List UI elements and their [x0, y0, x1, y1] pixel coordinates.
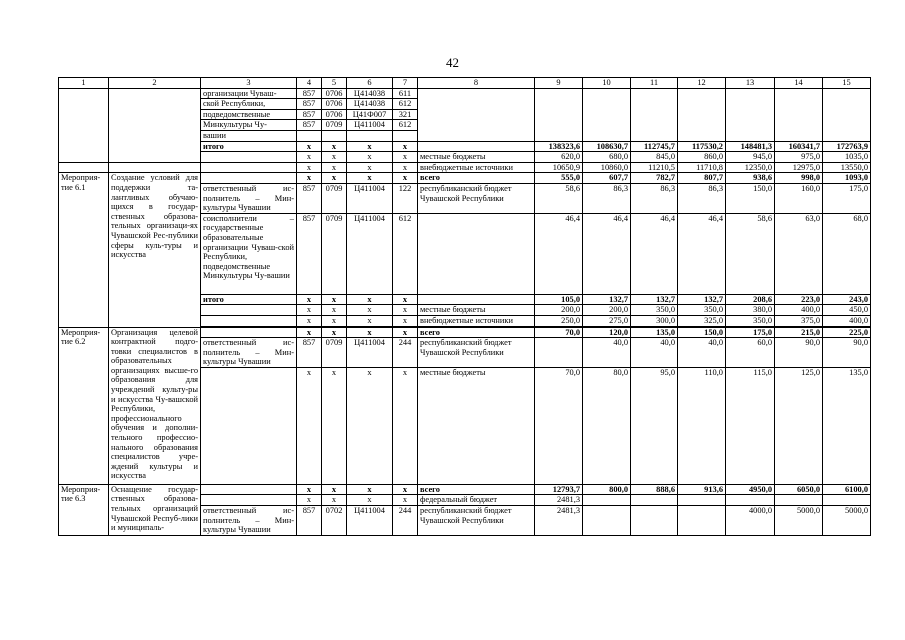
vr-code: 244	[393, 338, 418, 368]
value-cell: 86,3	[678, 183, 726, 213]
value-cell: 4950,0	[726, 484, 775, 495]
executor-cell: организации Чуваш-	[201, 88, 297, 99]
value-cell: 888,6	[631, 484, 678, 495]
value-cell: 115,0	[726, 367, 775, 484]
code-x: x	[297, 294, 322, 305]
value-cell: 200,0	[535, 305, 583, 316]
value-cell: 63,0	[775, 213, 823, 294]
value-cell: 325,0	[678, 315, 726, 326]
value-cell: 120,0	[583, 327, 631, 338]
code-x: x	[297, 152, 322, 163]
code-x: x	[347, 367, 393, 484]
value-cell: 6050,0	[775, 484, 823, 495]
vr-code: 122	[393, 183, 418, 213]
value-cell: 160,0	[775, 183, 823, 213]
header-cell: 6	[347, 78, 393, 89]
code-x: x	[297, 495, 322, 506]
header-cell: 13	[726, 78, 775, 89]
event-total-row	[59, 173, 871, 184]
value-cell: 375,0	[775, 315, 823, 326]
csr-code: Ц411004	[347, 120, 393, 131]
value-cell: 132,7	[631, 294, 678, 305]
header-cell: 15	[823, 78, 871, 89]
csr-code: Ц411004	[347, 506, 393, 536]
value-cell: 150,0	[726, 183, 775, 213]
header-cell: 12	[678, 78, 726, 89]
code-x: x	[297, 327, 322, 338]
value-cell: 68,0	[823, 213, 871, 294]
value-cell: 175,0	[726, 327, 775, 338]
code-x: x	[347, 484, 393, 495]
code-x: x	[347, 305, 393, 316]
code-x: x	[347, 495, 393, 506]
value-cell	[775, 495, 823, 506]
event-name-cell: Организация целевой контрактной подго-товки специалистов в образовательных организациях высше-го образования для учреждений культу-ры и искусства Чу-вашской Республики, профессионального обучения и дополни-тельного профессио-нального образования специалистов учре-ждений культуры и искусства	[109, 327, 201, 484]
event-label-cell: Мероприя-тие 6.1	[59, 173, 109, 327]
value-cell: 680,0	[583, 152, 631, 163]
value-cell: 4000,0	[726, 506, 775, 536]
code-x: x	[322, 141, 347, 152]
value-cell: 12350,0	[726, 162, 775, 173]
code-x: x	[347, 327, 393, 338]
value-cell: 138323,6	[535, 141, 583, 152]
value-cell: 46,4	[535, 213, 583, 294]
value-cell: 12975,0	[775, 162, 823, 173]
value-cell: 782,7	[631, 173, 678, 184]
code-x: x	[322, 315, 347, 326]
header-cell: 2	[109, 78, 201, 89]
code-x: x	[297, 315, 322, 326]
itogo-label: итого	[201, 141, 297, 152]
code-x: x	[322, 152, 347, 163]
source-cell: внебюджетные источники	[418, 315, 535, 326]
code-x: x	[322, 367, 347, 484]
source-cell: внебюджетные источники	[418, 162, 535, 173]
header-cell: 3	[201, 78, 297, 89]
source-cell: всего	[418, 327, 535, 338]
header-cell: 1	[59, 78, 109, 89]
source-cell: всего	[418, 484, 535, 495]
value-cell: 800,0	[583, 484, 631, 495]
executor-cell: подведомственные	[201, 109, 297, 120]
executor-cell: ответственный ис-полнитель – Мин-культуры Чувашии	[201, 506, 297, 536]
code-x: x	[393, 162, 418, 173]
value-cell: 208,6	[726, 294, 775, 305]
value-cell: 60,0	[726, 338, 775, 368]
value-cell	[535, 338, 583, 368]
code-x: x	[393, 152, 418, 163]
value-cell: 110,0	[678, 367, 726, 484]
value-cell	[678, 506, 726, 536]
event-label-cell	[59, 88, 109, 162]
value-cell: 350,0	[678, 305, 726, 316]
value-cell: 105,0	[535, 294, 583, 305]
value-cell: 555,0	[535, 173, 583, 184]
value-cell: 6100,0	[823, 484, 871, 495]
value-cell: 40,0	[631, 338, 678, 368]
value-cell: 13550,0	[823, 162, 871, 173]
grbs-code: 857	[297, 183, 322, 213]
source-cell: республиканский бюджет Чувашской Республики	[418, 506, 535, 536]
value-cell: 108630,7	[583, 141, 631, 152]
value-cell: 5000,0	[823, 506, 871, 536]
code-x: x	[393, 141, 418, 152]
code-x: x	[393, 294, 418, 305]
code-x: x	[297, 305, 322, 316]
value-cell: 172763,9	[823, 141, 871, 152]
value-cell: 175,0	[823, 183, 871, 213]
value-cell: 200,0	[583, 305, 631, 316]
code-x: x	[322, 294, 347, 305]
value-cell: 132,7	[678, 294, 726, 305]
value-cell: 938,6	[726, 173, 775, 184]
code-x: x	[347, 173, 393, 184]
event-total-row	[59, 327, 871, 338]
value-cell: 945,0	[726, 152, 775, 163]
value-cell	[583, 495, 631, 506]
rz-pr-code: 0706	[322, 109, 347, 120]
value-cell: 10860,0	[583, 162, 631, 173]
value-cell: 215,0	[775, 327, 823, 338]
program-funding-table	[58, 77, 871, 536]
value-cell: 90,0	[823, 338, 871, 368]
value-cell: 607,7	[583, 173, 631, 184]
rz-pr-code: 0706	[322, 88, 347, 99]
grbs-code: 857	[297, 109, 322, 120]
itogo-label: итого	[201, 294, 297, 305]
grbs-code: 857	[297, 213, 322, 294]
source-cell: всего	[418, 173, 535, 184]
value-cell: 913,6	[678, 484, 726, 495]
value-cell: 225,0	[823, 327, 871, 338]
rz-pr-code: 0709	[322, 183, 347, 213]
value-cell: 223,0	[775, 294, 823, 305]
vr-code: 612	[393, 99, 418, 110]
value-cell: 450,0	[823, 305, 871, 316]
csr-code: Ц411004	[347, 183, 393, 213]
value-cell: 90,0	[775, 338, 823, 368]
rz-pr-code: 0709	[322, 213, 347, 294]
value-cell: 11210,5	[631, 162, 678, 173]
value-cell: 86,3	[631, 183, 678, 213]
vr-code: 244	[393, 506, 418, 536]
grbs-code: 857	[297, 338, 322, 368]
value-cell: 125,0	[775, 367, 823, 484]
value-cell: 2481,3	[535, 495, 583, 506]
executor-cell: соисполнители – государственные образовательные организации Чуваш-ской Республики, подведомственные Минкультуры Чу-вашии	[201, 213, 297, 294]
code-x: x	[322, 173, 347, 184]
executor-cell: Минкультуры Чу-	[201, 120, 297, 131]
value-cell: 10650,9	[535, 162, 583, 173]
executor-cell: ской Республики,	[201, 99, 297, 110]
source-cell	[418, 88, 535, 141]
value-cell: 70,0	[535, 327, 583, 338]
value-cell: 400,0	[823, 315, 871, 326]
event-name-cell: Оснащение государ-ственных образова-тельных организаций Чувашской Респуб-лики и муниципаль-	[109, 484, 201, 535]
value-cell: 160341,7	[775, 141, 823, 152]
header-cell: 9	[535, 78, 583, 89]
value-cell: 70,0	[535, 367, 583, 484]
value-cell: 350,0	[726, 315, 775, 326]
event-total-row	[59, 484, 871, 495]
value-cell: 275,0	[583, 315, 631, 326]
header-cell: 4	[297, 78, 322, 89]
source-cell: местные бюджеты	[418, 367, 535, 484]
executor-cell: ответственный ис-полнитель – Мин-культуры Чувашии	[201, 338, 297, 368]
value-cell: 807,7	[678, 173, 726, 184]
vr-code: 611	[393, 88, 418, 99]
code-x: x	[347, 152, 393, 163]
value-cell: 46,4	[678, 213, 726, 294]
value-cell: 58,6	[535, 183, 583, 213]
vr-code: 612	[393, 213, 418, 294]
csr-code: Ц411004	[347, 213, 393, 294]
value-cell: 40,0	[583, 338, 631, 368]
vr-code: 321	[393, 109, 418, 120]
value-cell: 12793,7	[535, 484, 583, 495]
code-x: x	[297, 141, 322, 152]
source-cell: республиканский бюджет Чувашской Республики	[418, 338, 535, 368]
grbs-code: 857	[297, 506, 322, 536]
rz-pr-code: 0706	[322, 99, 347, 110]
value-cell: 112745,7	[631, 141, 678, 152]
value-cell: 132,7	[583, 294, 631, 305]
table-row	[59, 88, 871, 99]
code-x: x	[322, 162, 347, 173]
header-cell: 7	[393, 78, 418, 89]
header-row	[59, 78, 871, 89]
value-cell: 1035,0	[823, 152, 871, 163]
vr-code: 612	[393, 120, 418, 131]
value-cell: 46,4	[583, 213, 631, 294]
value-cell: 400,0	[775, 305, 823, 316]
value-cell: 300,0	[631, 315, 678, 326]
value-cell: 135,0	[631, 327, 678, 338]
grbs-code: 857	[297, 120, 322, 131]
source-cell: республиканский бюджет Чувашской Республики	[418, 183, 535, 213]
header-cell: 11	[631, 78, 678, 89]
code-x: x	[322, 484, 347, 495]
value-cell: 135,0	[823, 367, 871, 484]
code-x: x	[393, 495, 418, 506]
rz-pr-code: 0702	[322, 506, 347, 536]
csr-code: Ц414038	[347, 88, 393, 99]
header-cell: 10	[583, 78, 631, 89]
value-cell: 350,0	[631, 305, 678, 316]
event-name-cell: Создание условий для поддержки та-лантливых обучаю-щихся в государ-ственных образова-тельных организаци-ях Чувашской Рес-публики сферы куль-туры и искусства	[109, 173, 201, 327]
value-cell: 46,4	[631, 213, 678, 294]
value-cell: 86,3	[583, 183, 631, 213]
value-cell: 2481,3	[535, 506, 583, 536]
grbs-code: 857	[297, 99, 322, 110]
value-cell: 150,0	[678, 327, 726, 338]
value-cell: 58,6	[726, 213, 775, 294]
rz-pr-code: 0709	[322, 120, 347, 131]
value-cell: 148481,3	[726, 141, 775, 152]
value-cell: 80,0	[583, 367, 631, 484]
value-cell: 380,0	[726, 305, 775, 316]
code-x: x	[347, 162, 393, 173]
code-x: x	[297, 162, 322, 173]
csr-code: Ц414038	[347, 99, 393, 110]
code-x: x	[297, 367, 322, 484]
executor-cell: ответственный ис-полнитель – Мин-культуры Чувашии	[201, 183, 297, 213]
page-number: 42	[446, 55, 459, 70]
code-x: x	[297, 484, 322, 495]
value-cell: 250,0	[535, 315, 583, 326]
value-cell: 1093,0	[823, 173, 871, 184]
table-row	[59, 162, 871, 173]
value-cell	[631, 495, 678, 506]
source-cell: федеральный бюджет	[418, 495, 535, 506]
executor-cell: вашии	[201, 130, 297, 141]
header-cell: 8	[418, 78, 535, 89]
code-x: x	[347, 294, 393, 305]
source-cell: местные бюджеты	[418, 152, 535, 163]
value-cell: 243,0	[823, 294, 871, 305]
code-x: x	[393, 327, 418, 338]
event-label-cell: Мероприя-тие 6.3	[59, 484, 109, 535]
event-name-cell	[109, 88, 201, 162]
value-cell: 620,0	[535, 152, 583, 163]
code-x: x	[322, 327, 347, 338]
value-cell: 845,0	[631, 152, 678, 163]
code-x: x	[393, 315, 418, 326]
value-cell	[726, 495, 775, 506]
value-cell	[583, 506, 631, 536]
value-cell: 998,0	[775, 173, 823, 184]
code-x: x	[393, 305, 418, 316]
value-cell: 40,0	[678, 338, 726, 368]
source-cell: местные бюджеты	[418, 305, 535, 316]
csr-code: Ц41Ф007	[347, 109, 393, 120]
code-x: x	[393, 367, 418, 484]
value-cell: 11710,8	[678, 162, 726, 173]
value-cell: 95,0	[631, 367, 678, 484]
value-cell: 117530,2	[678, 141, 726, 152]
header-cell: 14	[775, 78, 823, 89]
value-cell	[631, 506, 678, 536]
code-x: x	[347, 141, 393, 152]
grbs-code: 857	[297, 88, 322, 99]
value-cell	[678, 495, 726, 506]
rz-pr-code: 0709	[322, 338, 347, 368]
code-x: x	[347, 315, 393, 326]
value-cell: 860,0	[678, 152, 726, 163]
value-cell: 5000,0	[775, 506, 823, 536]
code-x: x	[322, 305, 347, 316]
code-x: x	[393, 173, 418, 184]
code-x: x	[322, 495, 347, 506]
event-label-cell: Мероприя-тие 6.2	[59, 327, 109, 484]
value-cell: 975,0	[775, 152, 823, 163]
value-cell	[823, 495, 871, 506]
code-x: x	[297, 173, 322, 184]
code-x: x	[393, 484, 418, 495]
header-cell: 5	[322, 78, 347, 89]
csr-code: Ц411004	[347, 338, 393, 368]
